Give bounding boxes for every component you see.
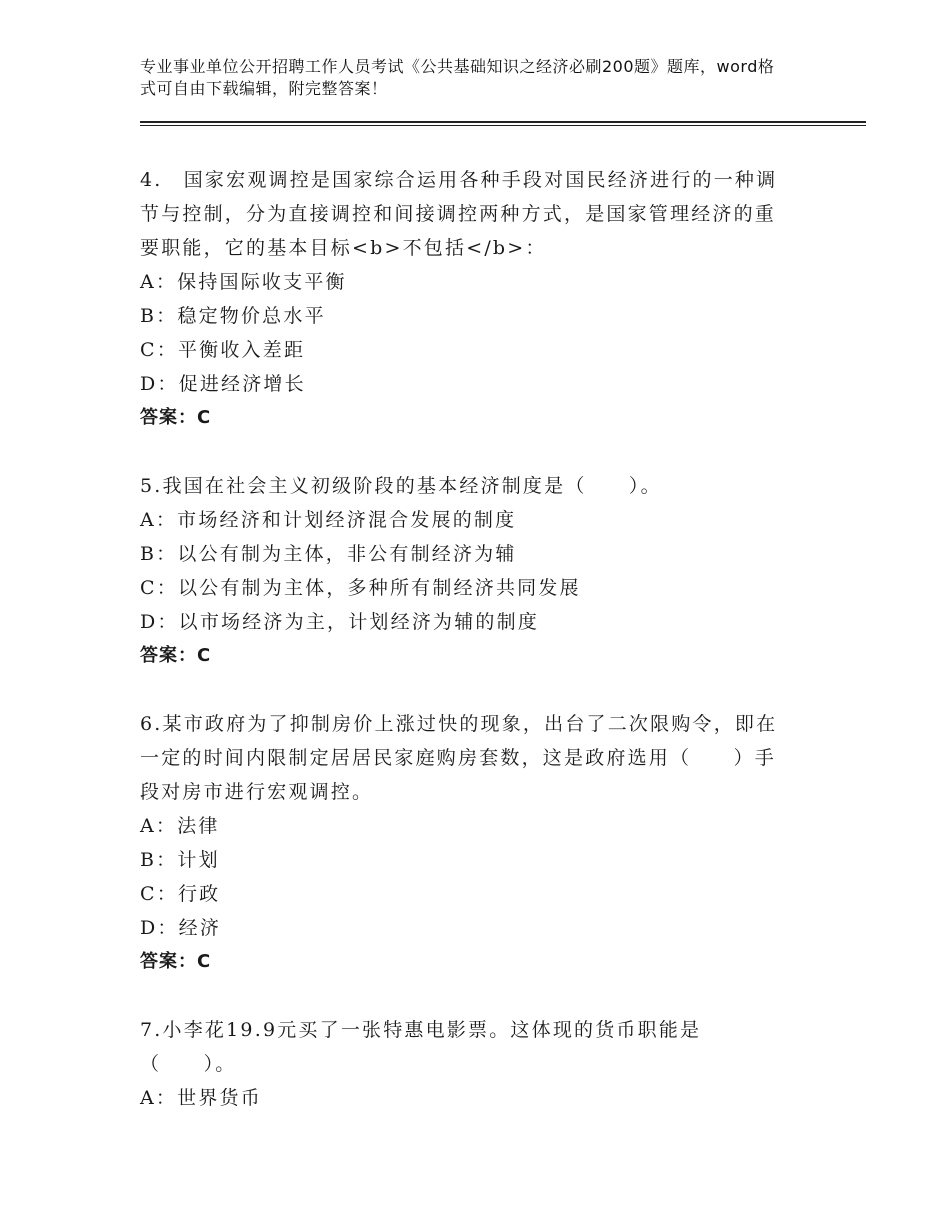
option-b: B：稳定物价总水平 [140, 305, 326, 327]
answer-label: 答案：C [140, 407, 212, 428]
question-list [140, 163, 796, 1149]
option-c: C：行政 [140, 883, 221, 905]
question-stem: 4. 国家宏观调控是国家综合运用各种手段对国民经济进行的一种调节与控制，分为直接调控和间接调控两种方式，是国家管理经济的重要职能，它的基本目标<b>不包括</b>： [140, 169, 778, 259]
option-a: A：世界货币 [140, 1087, 262, 1109]
option-c: C：平衡收入差距 [140, 339, 306, 361]
header-divider-thick [140, 121, 866, 123]
question-stem: 5.我国在社会主义初级阶段的基本经济制度是（ ）。 [140, 475, 662, 497]
question-5 [140, 469, 796, 673]
answer-label: 答案：C [140, 645, 212, 666]
question-6 [140, 707, 796, 979]
answer-label: 答案：C [140, 951, 212, 972]
option-b: B：计划 [140, 849, 220, 871]
option-d: D：促进经济增长 [140, 373, 306, 395]
header-divider-thin [140, 125, 866, 126]
option-a: A：保持国际收支平衡 [140, 271, 347, 293]
option-d: D：经济 [140, 917, 222, 939]
question-stem: 7.小李花19.9元买了一张特惠电影票。这体现的货币职能是（ ）。 [140, 1019, 702, 1075]
option-a: A：市场经济和计划经济混合发展的制度 [140, 509, 517, 531]
question-7 [140, 1013, 796, 1115]
question-stem: 6.某市政府为了抑制房价上涨过快的现象，出台了二次限购令，即在一定的时间内限制定居居民家庭购房套数，这是政府选用（ ）手段对房市进行宏观调控。 [140, 713, 778, 803]
document-header: 专业事业单位公开招聘工作人员考试《公共基础知识之经济必刷200题》题库，word格式可自由下载编辑，附完整答案！ [140, 57, 775, 98]
option-a: A：法律 [140, 815, 220, 837]
option-b: B：以公有制为主体，非公有制经济为辅 [140, 543, 517, 565]
question-4 [140, 163, 796, 435]
option-d: D：以市场经济为主，计划经济为辅的制度 [140, 611, 540, 633]
option-c: C：以公有制为主体，多种所有制经济共同发展 [140, 577, 581, 599]
